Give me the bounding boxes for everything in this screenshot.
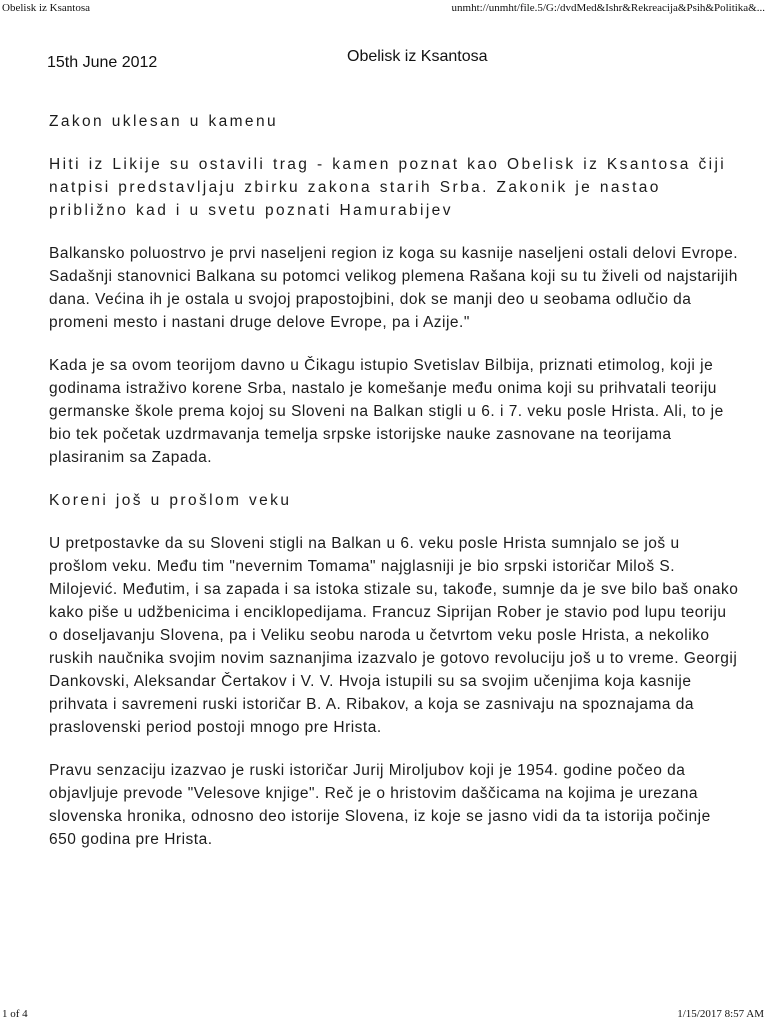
- post-title: Obelisk iz Ksantosa: [347, 48, 488, 65]
- article-heading: Zakon uklesan u kamenu: [49, 113, 278, 130]
- article-heading: Koreni još u prošlom veku: [49, 492, 292, 509]
- article-body: [49, 110, 739, 871]
- article-paragraph: Hiti iz Likije su ostavili trag - kamen poznat kao Obelisk iz Ksantosa čiji natpisi predstavljaju zbirku zakona starih Srba. Zakonik je nastao približno kad i u svetu poznati Hamurabijev: [49, 156, 727, 219]
- article-paragraph: Balkansko poluostrvo je prvi naseljeni region iz koga su kasnije naseljeni ostali delovi Evrope. Sadašnji stanovnici Balkana su potomci velikog plemena Rašana koji su tu živeli od najstarijih dana. Većina ih je ostala u svojoj prapostojbini, dok se manji deo u seobama odlučio da promeni mesto i nastani druge delove Evrope, pa i Azije.": [49, 245, 739, 331]
- article-paragraph: Kada je sa ovom teorijom davno u Čikagu istupio Svetislav Bilbija, priznati etimolog, koji je godinama istraživo korene Srba, nastalo je komešanje među onima koji su prihvatali teoriju germanske škole prema kojoj su Sloveni na Balkan stigli u 6. i 7. veku posle Hrista. Ali, to je bio tek početak uzdrmavanja temelja srpske istorijske nauke zasnovane na teorijama plasiranim sa Zapada.: [49, 357, 724, 466]
- print-footer: [0, 1006, 768, 1022]
- article-paragraph: U pretpostavke da su Sloveni stigli na Balkan u 6. veku posle Hrista sumnjalo se još u prošlom veku. Među tim "nevernim Tomama" najglasniji je bio srpski istoričar Miloš S. Milojević. Međutim, i sa zapada i sa istoka stizale su, takođe, sumnje da je sve bilo baš onako kako piše u udžbenicima i enciklopedijama. Francuz Siprijan Rober je stavio pod lupu teoriju o doseljavanju Slovena, pa i Veliku seobu naroda u četvrtom veku posle Hrista, a nekoliko ruskih naučnika svojim novim saznanjima izazvalo je gotovo revoluciju još u to vreme. Georgij Dankovski, Aleksandar Čertakov i V. V. Hvoja istupili su sa svojim učenjima koja kasnije prihvata i savremeni ruski istoričar B. A. Ribakov, a koja se zasnivaju na spoznajama da praslovenski period postoji mnogo pre Hrista.: [49, 535, 739, 736]
- page-number: 1 of 4: [2, 1008, 28, 1020]
- print-header-title: Obelisk iz Ksantosa: [2, 2, 90, 14]
- post-title-row: [0, 48, 768, 78]
- article-paragraph: Pravu senzaciju izazvao je ruski istoričar Jurij Miroljubov koji je 1954. godine počeo da objavljuje prevode "Velesove knjige". Reč je o hristovim daščicama na kojima je urezana slovenska hronika, odnosno deo istorije Slovena, iz koje se jasno vidi da ta istorija počinje 650 godina pre Hrista.: [49, 762, 711, 848]
- print-header-url: unmht://unmht/file.5/G:/dvdMed&Ishr&Rekreacija&Psih&Politika&...: [451, 2, 765, 14]
- print-header: [0, 0, 768, 16]
- post-date: 15th June 2012: [47, 54, 158, 71]
- print-datetime: 1/15/2017 8:57 AM: [677, 1008, 764, 1020]
